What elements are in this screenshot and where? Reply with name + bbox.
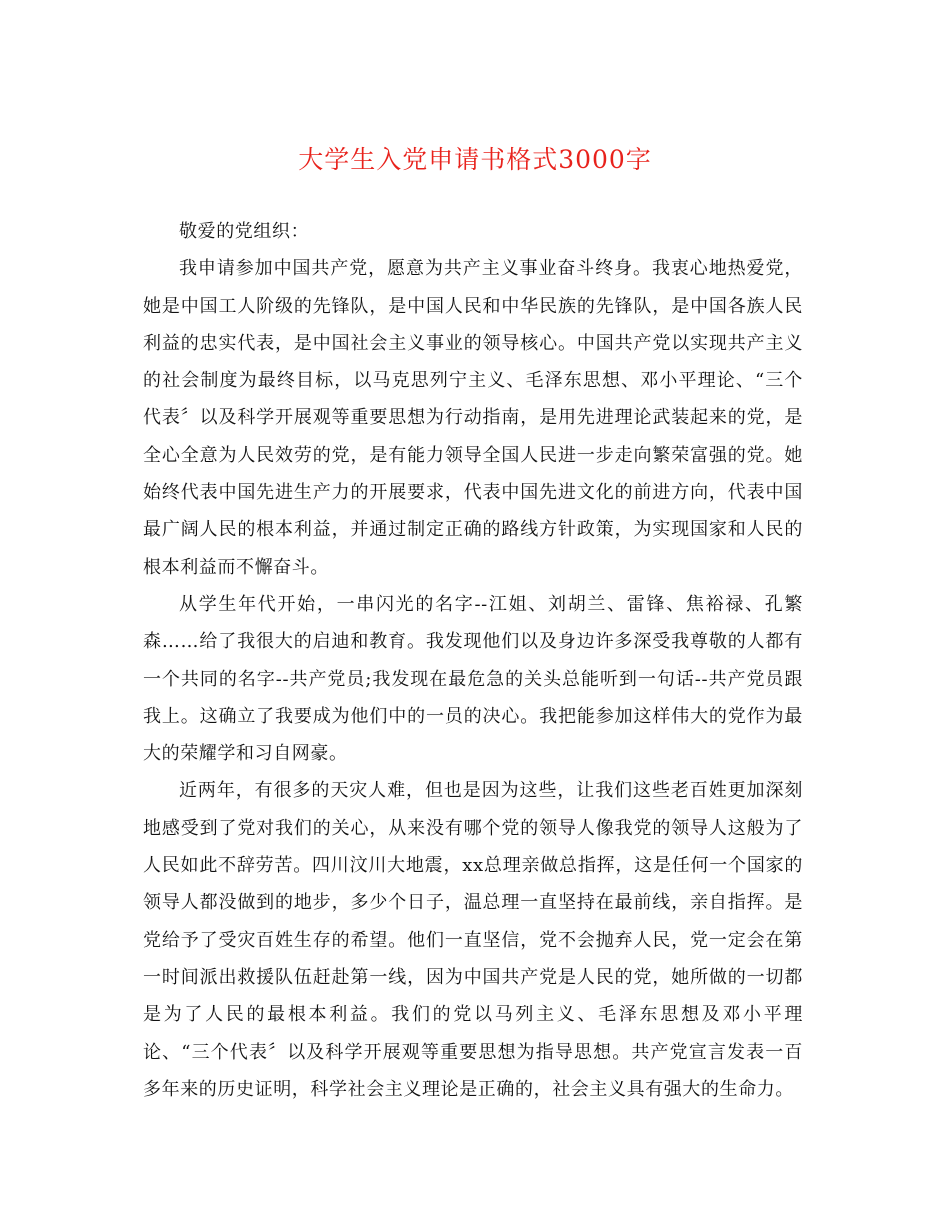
salutation: 敬爱的党组织： [179,221,310,242]
paragraph-1: 我申请参加中国共产党，愿意为共产主义事业奋斗终身。我衷心地热爱党，她是中国工人阶级的先锋队，是中国人民和中华民族的先锋队，是中国各族人民利益的忠实代表，是中国社会主义事业的领导核心。中国共产党以实现共产主义的社会制度为最终目标，以马克思列宁主义、毛泽东思想、邓小平理论、“三个代表〞以及科学开展观等重要思想为行动指南，是用先进理论武装起来的党，是全心全意为人民效劳的党，是有能力领导全国人民进一步走向繁荣富强的党。她始终代表中国先进生产力的开展要求，代表中国先进文化的前进方向，代表中国最广阔人民的根本利益，并通过制定正确的路线方针政策，为实现国家和人民的根本利益而不懈奋斗。 [143,258,803,578]
paragraph-3: 近两年，有很多的天灾人难，但也是因为这些，让我们这些老百姓更加深刻地感受到了党对我们的关心，从来没有哪个党的领导人像我党的领导人这般为了人民如此不辞劳苦。四川汶川大地震，xx总理亲做总指挥，这是任何一个国家的领导人都没做到的地步，多少个日子，温总理一直坚持在最前线，亲自指挥。是党给予了受灾百姓生存的希望。他们一直坚信，党不会抛弃人民，党一定会在第一时间派出救援队伍赶赴第一线，因为中国共产党是人民的党，她所做的一切都是为了人民的最根本利益。我们的党以马列主义、毛泽东思想及邓小平理论、“三个代表〞以及科学开展观等重要思想为指导思想。共产党宣言发表一百多年来的历史证明，科学社会主义理论是正确的，社会主义具有强大的生命力。 [143,780,803,1100]
document-body [143,213,803,1108]
paragraph-2: 从学生年代开始，一串闪光的名字--江姐、刘胡兰、雷锋、焦裕禄、孔繁森……给了我很大的启迪和教育。我发现他们以及身边许多深受我尊敬的人都有一个共同的名字--共产党员;我发现在最危急的关头总能听到一句话--共产党员跟我上。这确立了我要成为他们中的一员的决心。我把能参加这样伟大的党作为最大的荣耀学和习自网豪。 [143,593,803,765]
document-title: 大学生入党申请书格式3000字 [298,145,652,174]
